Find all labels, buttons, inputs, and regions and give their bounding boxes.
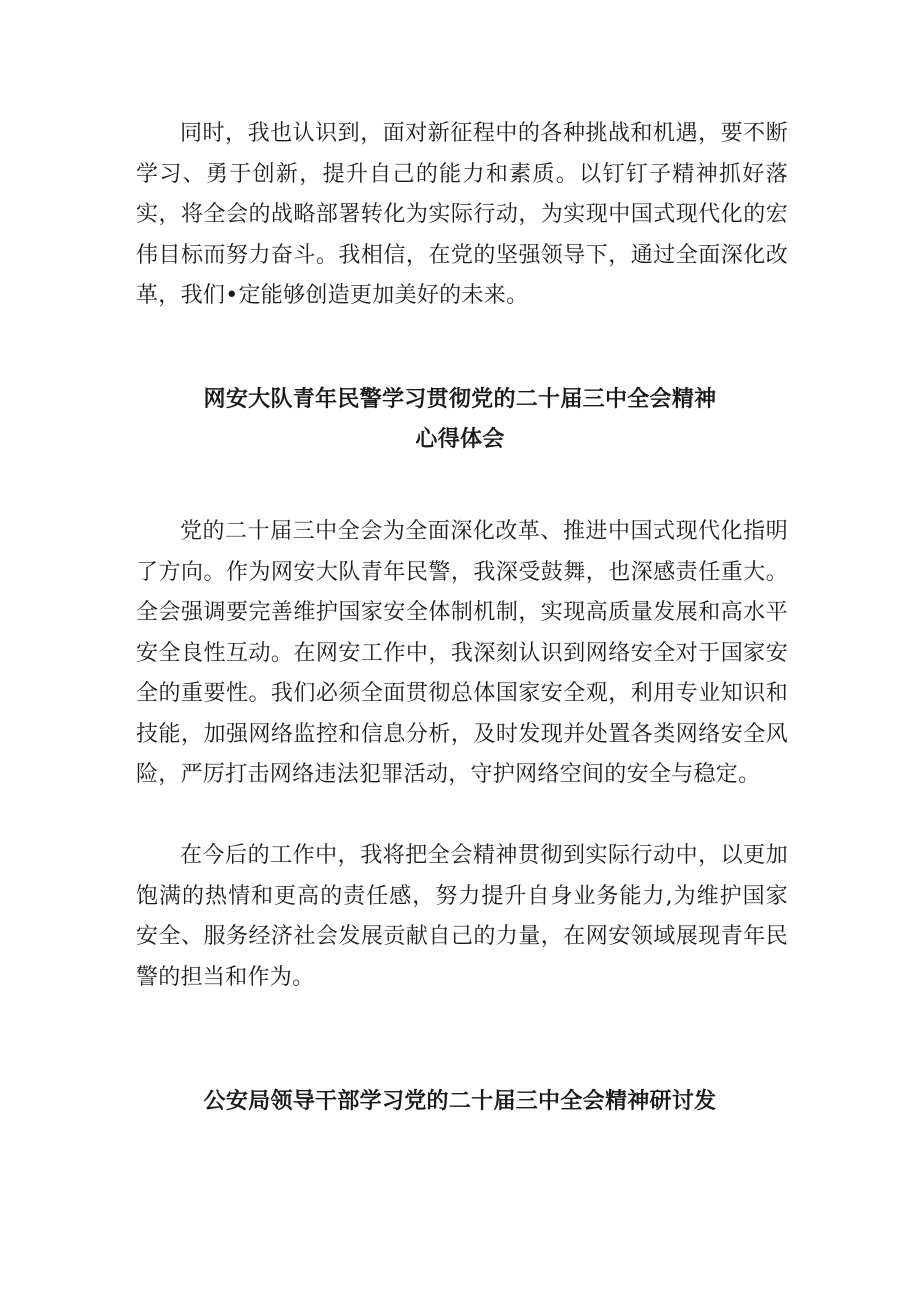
article-title-line-1: 网安大队青年民警学习贯彻党的二十届三中全会精神: [203, 387, 717, 412]
intro-paragraph: 同时，我也认识到，面对新征程中的各种挑战和机遇，要不断学习、勇于创新，提升自己的能力和素质。以钉钉子精神抓好落实，将全会的战略部署转化为实际行动，为实现中国式现代化的宏伟目标而努力奋斗。我相信，在党的坚强领导下，通过全面深化改革，我们•定能够创造更加美好的未来。: [136, 121, 788, 308]
article-paragraph-1: 党的二十届三中全会为全面深化改革、推进中国式现代化指明了方向。作为网安大队青年民警，我深受鼓舞，也深感责任重大。全会强调要完善维护国家安全体制机制，实现高质量发展和高水平安全良性互动。在网安工作中，我深刻认识到网络安全对于国家安全的重要性。我们必须全面贯彻总体国家安全观，利用专业知识和技能，加强网络监控和信息分析，及时发现并处置各类网络安全风险，严厉打击网络违法犯罪活动，守护网络空间的安全与稳定。: [136, 519, 788, 787]
next-article-title: 公安局领导干部学习党的二十届三中全会精神研讨发: [203, 1089, 717, 1114]
article-title-line-2: 心得体会: [415, 427, 505, 452]
article-title: [100, 380, 820, 460]
article-paragraph-2: 在今后的工作中，我将把全会精神贯彻到实际行动中，以更加饱满的热情和更高的责任感，努力提升自身业务能力,为维护国家安全、服务经济社会发展贡献自己的力量，在网安领域展现青年民警的担当和作为。: [136, 843, 788, 990]
